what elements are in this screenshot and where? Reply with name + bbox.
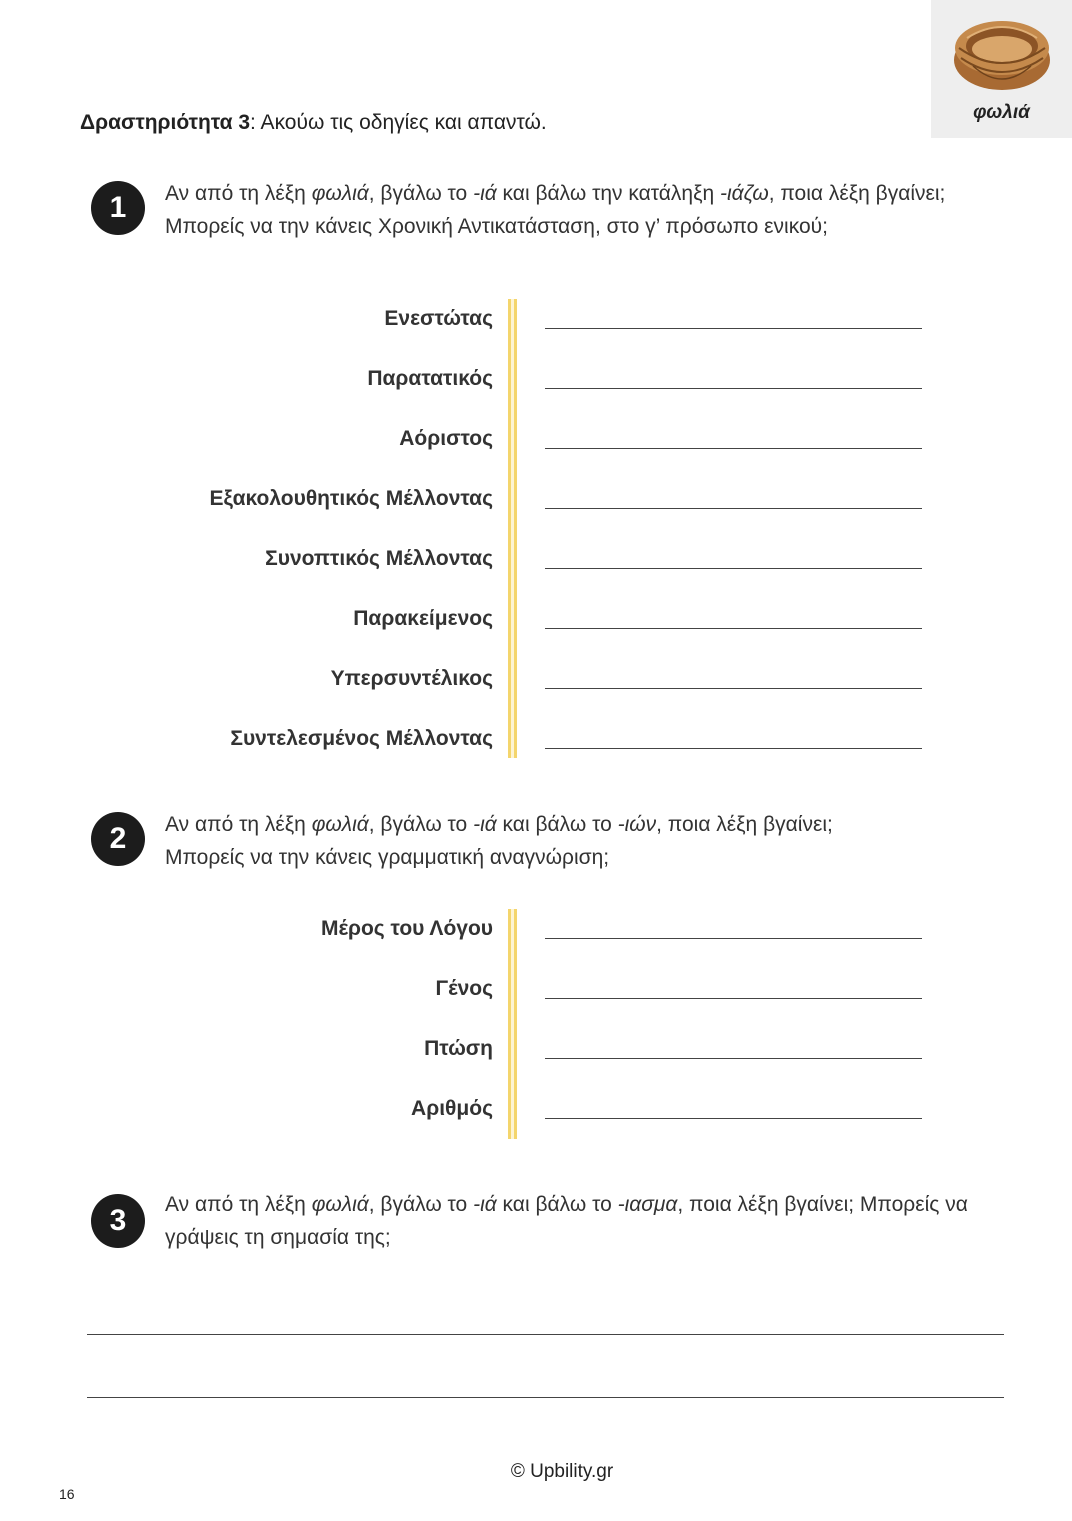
answer-line[interactable] bbox=[545, 328, 922, 329]
italic-term: -ιών bbox=[617, 813, 657, 836]
italic-term: -ιάζω bbox=[720, 182, 769, 205]
row-label: Υπερσυντέλικος bbox=[330, 667, 493, 690]
divider-bar bbox=[508, 299, 517, 758]
answer-line[interactable] bbox=[545, 1058, 922, 1059]
question-text-segment: , ποια λέξη βγαίνει; bbox=[656, 813, 833, 836]
question-number-3: 3 bbox=[91, 1194, 145, 1248]
question-text-segment: , βγάλω το bbox=[368, 182, 474, 205]
copyright-footer: © Upbility.gr bbox=[510, 1461, 614, 1482]
page-number: 16 bbox=[59, 1486, 75, 1502]
row-label: Μέρος του Λόγου bbox=[321, 917, 493, 940]
word-picture-card bbox=[931, 0, 1072, 138]
question-text-segment: και βάλω το bbox=[496, 813, 618, 836]
question-text-segment: και βάλω το bbox=[496, 1193, 618, 1216]
row-label: Παρατατικός bbox=[367, 367, 493, 390]
row-label: Εξακολουθητικός Μέλλοντας bbox=[209, 487, 493, 510]
answer-line[interactable] bbox=[545, 748, 922, 749]
answer-line[interactable] bbox=[545, 388, 922, 389]
italic-term: -ιασμα bbox=[617, 1193, 678, 1216]
activity-instruction: : Ακούω τις οδηγίες και απαντώ. bbox=[250, 111, 547, 134]
question-2-text bbox=[165, 808, 995, 874]
nest-icon bbox=[951, 8, 1053, 94]
question-text-segment: , βγάλω το bbox=[368, 1193, 474, 1216]
activity-heading bbox=[80, 111, 547, 135]
question-text-segment: Αν από τη λέξη bbox=[165, 1193, 312, 1216]
row-label: Αριθμός bbox=[411, 1097, 493, 1120]
question-text-segment: , βγάλω το bbox=[368, 813, 474, 836]
italic-term: -ιά bbox=[473, 813, 497, 836]
answer-line[interactable] bbox=[87, 1334, 1004, 1335]
answer-line[interactable] bbox=[545, 568, 922, 569]
italic-term: φωλιά bbox=[311, 1193, 369, 1216]
italic-term: φωλιά bbox=[311, 813, 369, 836]
divider-bar bbox=[508, 909, 517, 1139]
row-label: Συνοπτικός Μέλλοντας bbox=[265, 547, 493, 570]
row-label: Ενεστώτας bbox=[384, 307, 493, 330]
activity-title: Δραστηριότητα 3 bbox=[80, 111, 251, 134]
italic-term: -ιά bbox=[473, 182, 497, 205]
answer-line[interactable] bbox=[545, 628, 922, 629]
question-text-segment: , ποια λέξη βγαίνει; Μπορείς να γράψεις τη σημασία της; bbox=[165, 1193, 968, 1249]
row-label: Αόριστος bbox=[399, 427, 493, 450]
answer-line[interactable] bbox=[545, 448, 922, 449]
question-number-1: 1 bbox=[91, 181, 145, 235]
answer-line[interactable] bbox=[545, 998, 922, 999]
picture-word-label: φωλιά bbox=[973, 102, 1030, 123]
row-label: Παρακείμενος bbox=[353, 607, 493, 630]
row-label: Πτώση bbox=[424, 1037, 493, 1060]
question-text-segment: Αν από τη λέξη bbox=[165, 182, 312, 205]
question-text-segment: Αν από τη λέξη bbox=[165, 813, 312, 836]
italic-term: φωλιά bbox=[311, 182, 369, 205]
row-label: Συντελεσμένος Μέλλοντας bbox=[230, 727, 493, 750]
answer-line[interactable] bbox=[545, 688, 922, 689]
answer-line[interactable] bbox=[545, 1118, 922, 1119]
italic-term: -ιά bbox=[473, 1193, 497, 1216]
answer-line[interactable] bbox=[87, 1397, 1004, 1398]
answer-line[interactable] bbox=[545, 508, 922, 509]
question-text-segment: και βάλω την κατάληξη bbox=[496, 182, 720, 205]
question-text-segment: Μπορείς να την κάνεις γραμματική αναγνώριση; bbox=[165, 846, 610, 869]
question-1-text bbox=[165, 177, 995, 243]
question-text-segment: , ποια λέξη βγαίνει; Μπορείς να την κάνεις Χρονική Αντικατάσταση, στο γ’ πρόσωπο ενικού; bbox=[165, 182, 946, 238]
question-number-2: 2 bbox=[91, 812, 145, 866]
row-label: Γένος bbox=[435, 977, 493, 1000]
answer-line[interactable] bbox=[545, 938, 922, 939]
question-3-text bbox=[165, 1188, 995, 1254]
